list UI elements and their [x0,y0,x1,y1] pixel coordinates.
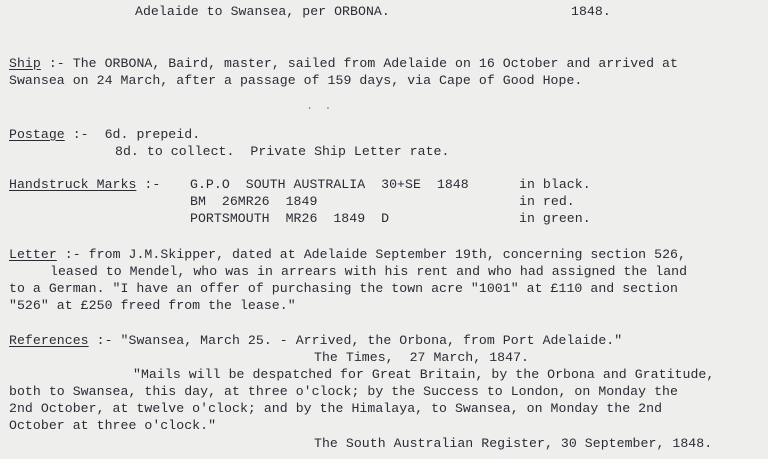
reference-quote-2-line-4: October at three o'clock." [9,418,217,433]
handstruck-sep: :- [144,177,161,192]
handstruck-label: Handstruck Marks [9,177,137,192]
ship-label: Ship [9,56,41,71]
reference-quote-2-line-3: 2nd October, at twelve o'clock; and by the Himalaya, to Swansea, on Monday the 2nd [9,401,663,416]
document-year: 1848. [571,4,611,19]
handstruck-mark-2: BM 26MR26 1849 [190,194,318,209]
handstruck-mark-1: G.P.O SOUTH AUSTRALIA 30+SE 1848 [190,177,469,192]
handstruck-color-1: in black. [519,177,591,192]
letter-line-3: to a German. "I have an offer of purchasing the town acre "1001" at £110 and section [9,281,678,296]
reference-quote-2-line-2: both to Swansea, this day, at three o'clock; by the Success to London, on Monday the [9,384,678,399]
ship-line-2: Swansea on 24 March, after a passage of 159 days, via Cape of Good Hope. [9,73,583,88]
document-title: Adelaide to Swansea, per ORBONA. [135,4,390,19]
postage-line-2: 8d. to collect. Private Ship Letter rate. [115,144,450,159]
postage-section-heading [9,127,200,143]
ship-sep: :- [48,56,65,71]
ship-line-1: The ORBONA, Baird, master, sailed from Adelaide on 16 October and arrived at [72,56,678,71]
postage-line-1: 6d. prepeid. [104,127,201,142]
section-divider: . . [306,99,334,113]
references-sep: :- [96,333,113,348]
references-label: References [9,333,89,348]
reference-quote-2-line-1: "Mails will be despatched for Great Britain, by the Orbona and Gratitude, [133,367,715,382]
letter-line-2: leased to Mendel, who was in arrears with his rent and who had assigned the land [50,264,688,279]
letter-sep: :- [64,247,81,262]
reference-source-1: The Times, 27 March, 1847. [314,350,530,365]
handstruck-color-2: in red. [519,194,575,209]
postage-label: Postage [9,127,65,142]
reference-quote-1: "Swansea, March 25. - Arrived, the Orbona, from Port Adelaide." [120,333,623,348]
references-section-heading [9,333,622,349]
letter-line-1: from J.M.Skipper, dated at Adelaide September 19th, concerning section 526, [88,247,686,262]
ship-section-heading [9,56,678,72]
letter-section-heading [9,247,686,263]
handstruck-section-heading [9,177,160,193]
handstruck-mark-3: PORTSMOUTH MR26 1849 D [190,211,390,226]
letter-label: Letter [9,247,57,262]
handstruck-color-3: in green. [519,211,591,226]
postage-sep: :- [72,127,89,142]
reference-source-2: The South Australian Register, 30 September, 1848. [314,436,713,451]
letter-line-4: "526" at £250 freed from the lease." [9,298,296,313]
